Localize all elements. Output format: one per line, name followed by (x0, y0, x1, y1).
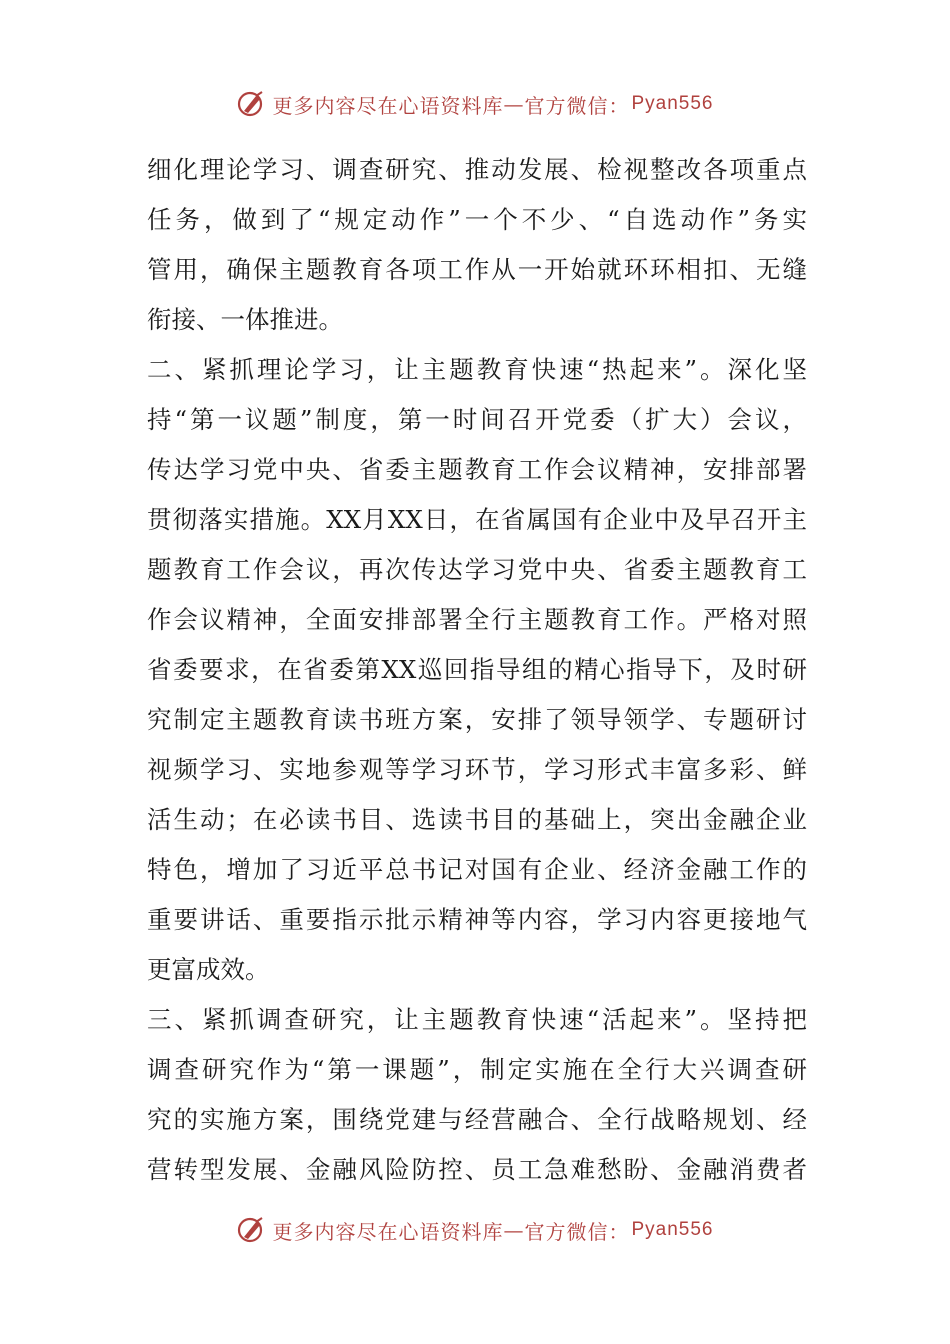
pen-nib-circle-icon (236, 1215, 266, 1245)
banner-wechat-label: 官方微信： (524, 1219, 630, 1244)
text-line: 究的实施方案，围绕党建与经营融合、全行战略规划、经 (147, 1105, 807, 1134)
text-line: 调查研究作为“第一课题”，制定实施在全行大兴调查研 (147, 1055, 807, 1084)
banner-wechat-id: Pyan556 (631, 1219, 714, 1240)
banner-wechat-id: Pyan556 (631, 93, 714, 114)
text-line: 作会议精神，全面安排部署全行主题教育工作。严格对照 (147, 605, 807, 634)
text-line: 究制定主题教育读书班方案，安排了领导领学、专题研讨 (147, 705, 807, 734)
text-line: 管用，确保主题教育各项工作从一开始就环环相扣、无缝 (147, 255, 807, 284)
document-body (147, 145, 807, 1195)
banner-site-text: 更多内容尽在心语资料库 (272, 1219, 504, 1244)
text-line: 题教育工作会议，再次传达学习党中央、省委主题教育工 (147, 555, 807, 584)
pen-nib-circle-icon (236, 89, 266, 119)
footer-banner (0, 1210, 950, 1250)
text-line: 衔接、一体推进。 (147, 305, 343, 334)
text-line: 细化理论学习、调查研究、推动发展、检视整改各项重点 (147, 155, 807, 184)
text-line: 传达学习党中央、省委主题教育工作会议精神，安排部署 (147, 455, 807, 484)
text-line: 省委要求，在省委第XX巡回指导组的精心指导下，及时研 (147, 655, 807, 684)
text-line: 任务，做到了“规定动作”一个不少、“自选动作”务实 (147, 205, 807, 234)
text-line: 活生动；在必读书目、选读书目的基础上，突出金融企业 (147, 805, 807, 834)
text-line: 特色，增加了习近平总书记对国有企业、经济金融工作的 (147, 855, 807, 884)
text-line: 更富成效。 (147, 955, 270, 984)
text-line: 持“第一议题”制度，第一时间召开党委（扩大）会议， (147, 405, 807, 434)
text-line: 重要讲话、重要指示批示精神等内容，学习内容更接地气 (147, 905, 807, 934)
banner-wechat-label: 官方微信： (524, 93, 630, 118)
text-line: 贯彻落实措施。XX月XX日，在省属国有企业中及早召开主 (147, 505, 807, 534)
banner-dash: — (503, 1218, 525, 1242)
text-line: 营转型发展、金融风险防控、员工急难愁盼、金融消费者 (147, 1155, 807, 1184)
text-line: 视频学习、实地参观等学习环节，学习形式丰富多彩、鲜 (147, 755, 807, 784)
text-line: 三、紧抓调查研究，让主题教育快速“活起来”。坚持把 (147, 1005, 807, 1034)
header-banner (0, 84, 950, 124)
banner-dash: — (503, 92, 525, 116)
banner-site-text: 更多内容尽在心语资料库 (272, 93, 504, 118)
text-line: 二、紧抓理论学习，让主题教育快速“热起来”。深化坚 (147, 355, 807, 384)
